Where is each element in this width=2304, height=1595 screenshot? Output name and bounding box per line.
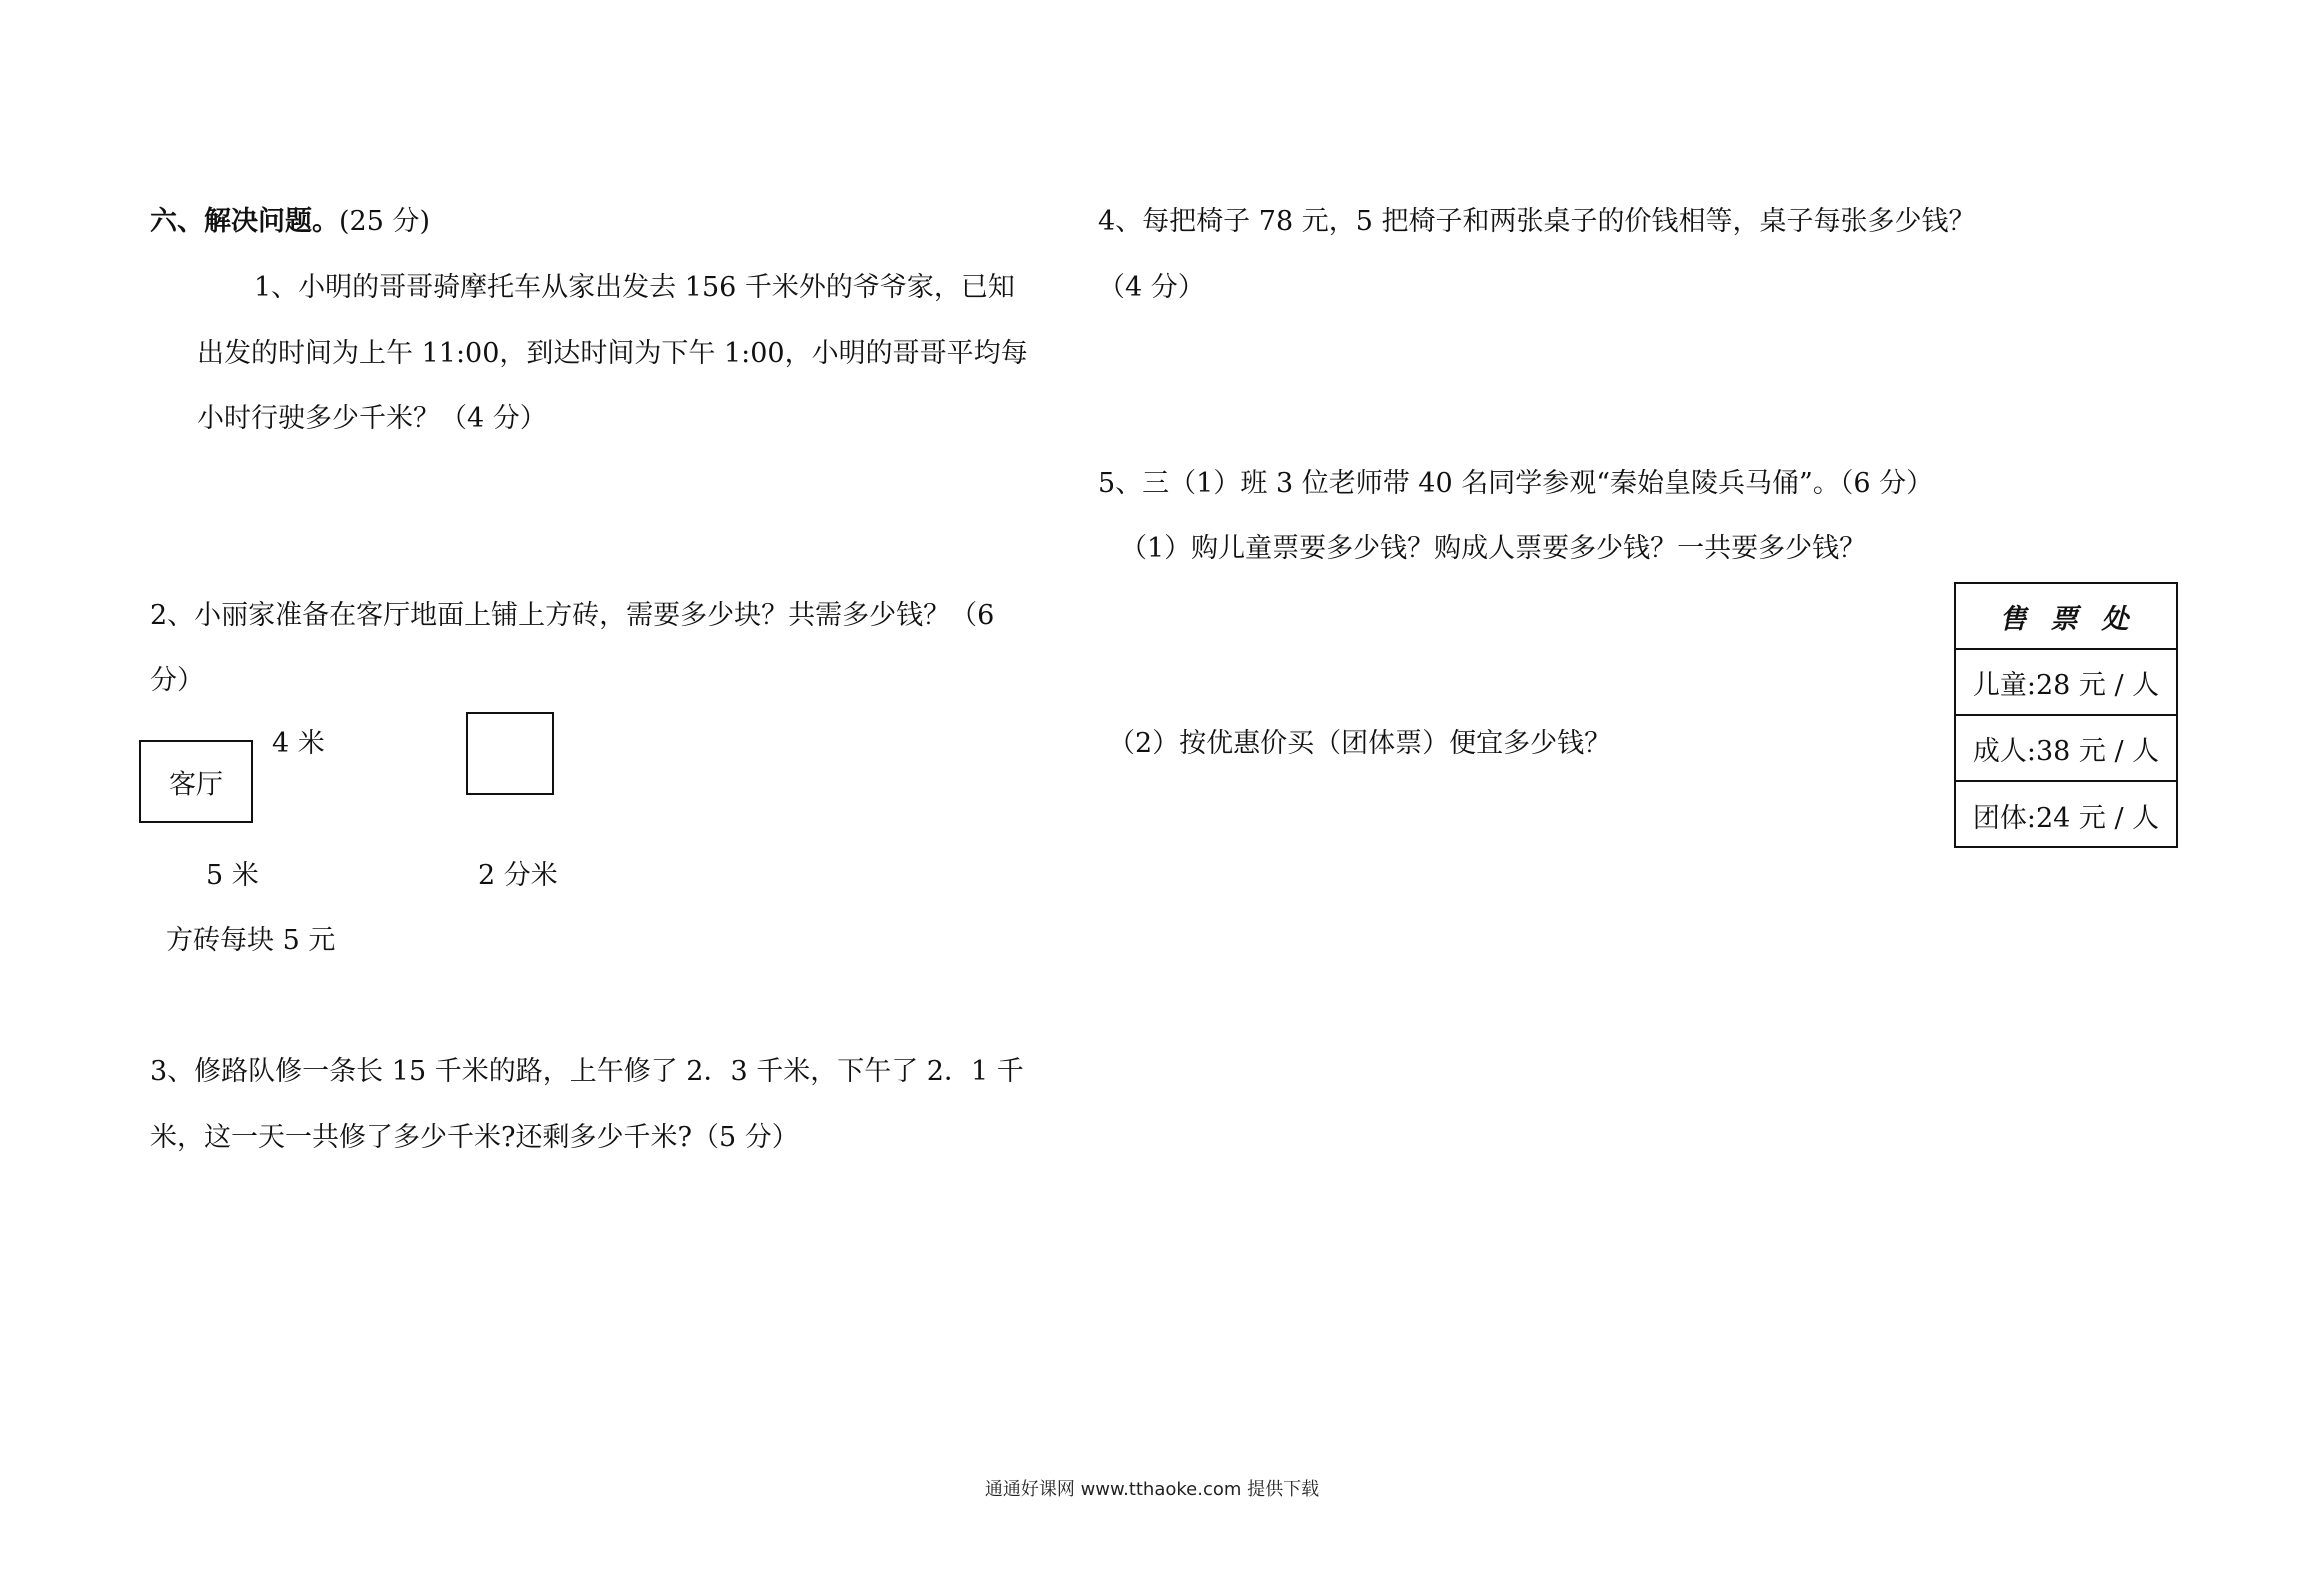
q5-sub1: （1）购儿童票要多少钱？购成人票要多少钱？一共要多少钱？ (1120, 533, 1867, 564)
q3-line1: 3、修路队修一条长 15 千米的路，上午修了 2．3 千米，下午了 2．1 千 (150, 1056, 1024, 1087)
section-title: 六、解决问题。 (150, 206, 339, 237)
ticket-row-child: 儿童:28 元 / 人 (1956, 650, 2176, 716)
page-footer: 通通好课网 www.tthaoke.com 提供下载 (984, 1479, 1320, 1500)
living-room-diagram (139, 740, 253, 823)
q4-line2: （4 分） (1098, 272, 1205, 303)
q5-line1: 5、三（1）班 3 位老师带 40 名同学参观“秦始皇陵兵马俑”。（6 分） (1098, 468, 1934, 499)
ticket-row-group: 团体:24 元 / 人 (1972, 802, 2160, 834)
section-score: (25 分) (339, 206, 431, 237)
q1-line3: 小时行驶多少千米？（4 分） (197, 403, 547, 434)
q1-line1: 1、小明的哥哥骑摩托车从家出发去 156 千米外的爷爷家，已知 (254, 272, 1015, 303)
q4-line1: 4、每把椅子 78 元，5 把椅子和两张桌子的价钱相等，桌子每张多少钱？ (1098, 206, 1976, 237)
tile-square-diagram (466, 712, 554, 795)
q5-sub2: （2）按优惠价买（团体票）便宜多少钱？ (1108, 728, 1612, 759)
room-width-label: 5 米 (206, 860, 259, 891)
q1-line2: 出发的时间为上午 11:00，到达时间为下午 1:00，小明的哥哥平均每 (197, 338, 1028, 369)
ticket-row-adult: 成人:38 元 / 人 (1956, 716, 2176, 782)
tile-price-label: 方砖每块 5 元 (166, 925, 336, 956)
tile-side-label: 2 分米 (478, 860, 558, 891)
ticket-office-header: 售票处 (1956, 584, 2176, 650)
room-height-label: 4 米 (272, 728, 325, 759)
q2-line2: 分） (150, 665, 204, 696)
living-room-label: 客厅 (169, 769, 223, 800)
ticket-office-table (1954, 582, 2178, 848)
q3-line2: 米，这一天一共修了多少千米?还剩多少千米?（5 分） (150, 1122, 799, 1153)
section-heading (150, 208, 430, 235)
q2-line1: 2、小丽家准备在客厅地面上铺上方砖，需要多少块？共需多少钱？（6 (150, 600, 995, 631)
